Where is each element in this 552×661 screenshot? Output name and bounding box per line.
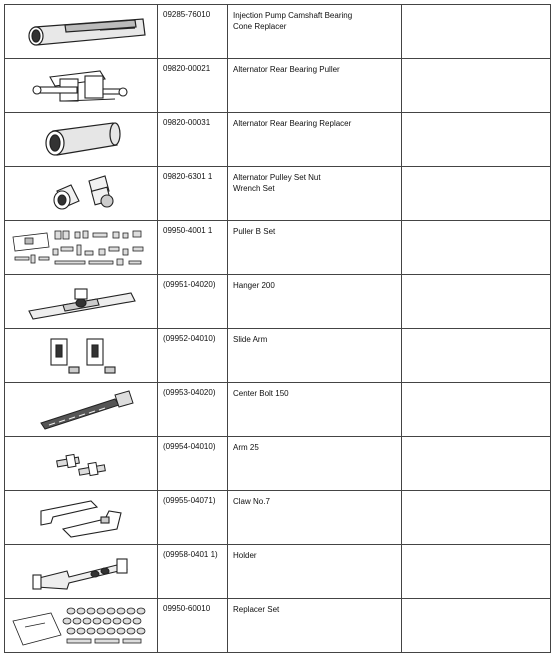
table-row <box>5 329 551 383</box>
tool-name <box>228 599 402 653</box>
part-number: 09950-4001 1 <box>158 221 228 275</box>
pulley-nut-wrench-set-icon <box>5 167 155 219</box>
tool-image-cell <box>5 275 158 329</box>
tool-name-line: Alternator Rear Bearing Replacer <box>233 119 352 128</box>
blank-cell <box>402 5 551 59</box>
blank-cell <box>402 113 551 167</box>
blank-cell <box>402 599 551 653</box>
tool-name-line: Holder <box>233 551 257 560</box>
tool-name <box>228 59 402 113</box>
holder-icon <box>5 545 155 597</box>
tool-image-cell <box>5 5 158 59</box>
tool-name-line: Replacer Set <box>233 605 280 614</box>
tool-name <box>228 275 402 329</box>
blank-cell <box>402 221 551 275</box>
tool-name <box>228 545 402 599</box>
tool-name <box>228 383 402 437</box>
tool-name <box>228 5 402 59</box>
table-row <box>5 599 551 653</box>
blank-cell <box>402 383 551 437</box>
tool-name-line: Puller B Set <box>233 227 276 236</box>
bearing-puller-icon <box>5 59 155 111</box>
tool-name <box>228 437 402 491</box>
blank-cell <box>402 437 551 491</box>
tool-image-cell <box>5 491 158 545</box>
tool-image-cell <box>5 383 158 437</box>
tool-image-cell <box>5 113 158 167</box>
tool-name <box>228 167 402 221</box>
blank-cell <box>402 491 551 545</box>
replacer-set-icon <box>5 599 155 651</box>
table-row <box>5 59 551 113</box>
tool-name-line: Slide Arm <box>233 335 268 344</box>
tool-name-line: Injection Pump Camshaft Bearing <box>233 11 353 20</box>
tool-image-cell <box>5 221 158 275</box>
tool-image-cell <box>5 59 158 113</box>
tool-name-line: Hanger 200 <box>233 281 275 290</box>
tool-name-line: Center Bolt 150 <box>233 389 289 398</box>
tool-image-cell <box>5 545 158 599</box>
part-number: (09954-04010) <box>158 437 228 491</box>
blank-cell <box>402 59 551 113</box>
tool-name-line: Arm 25 <box>233 443 259 452</box>
tool-name <box>228 113 402 167</box>
tool-image-cell <box>5 437 158 491</box>
bearing-replacer-icon <box>5 113 155 165</box>
tool-image-cell <box>5 167 158 221</box>
tool-name <box>228 329 402 383</box>
tool-name-line: Cone Replacer <box>233 22 287 31</box>
tool-name <box>228 221 402 275</box>
blank-cell <box>402 167 551 221</box>
claw-icon <box>5 491 155 543</box>
part-number: (09958-0401 1) <box>158 545 228 599</box>
table-row <box>5 437 551 491</box>
part-number: 09950-60010 <box>158 599 228 653</box>
hanger-icon <box>5 275 155 327</box>
tool-image-cell <box>5 329 158 383</box>
blank-cell <box>402 545 551 599</box>
blank-cell <box>402 329 551 383</box>
part-number: (09953-04020) <box>158 383 228 437</box>
table-row <box>5 545 551 599</box>
puller-b-set-icon <box>5 221 155 273</box>
tool-name-line: Claw No.7 <box>233 497 270 506</box>
table-row <box>5 113 551 167</box>
table-row <box>5 221 551 275</box>
camshaft-bearing-cone-replacer-icon <box>5 5 155 57</box>
center-bolt-icon <box>5 383 155 435</box>
slide-arm-icon <box>5 329 155 381</box>
arm-icon <box>5 437 155 489</box>
part-number: 09820-00021 <box>158 59 228 113</box>
table-row <box>5 167 551 221</box>
part-number: 09820-00031 <box>158 113 228 167</box>
table-row <box>5 275 551 329</box>
part-number: (09951-04020) <box>158 275 228 329</box>
special-tools-table <box>4 4 551 653</box>
tool-image-cell <box>5 599 158 653</box>
part-number: 09820-6301 1 <box>158 167 228 221</box>
part-number: 09285-76010 <box>158 5 228 59</box>
part-number: (09955-04071) <box>158 491 228 545</box>
tool-name <box>228 491 402 545</box>
tool-name-line: Alternator Rear Bearing Puller <box>233 65 340 74</box>
table-row <box>5 491 551 545</box>
tool-name-line: Wrench Set <box>233 184 275 193</box>
part-number: (09952-04010) <box>158 329 228 383</box>
table-row <box>5 5 551 59</box>
tool-name-line: Alternator Pulley Set Nut <box>233 173 321 182</box>
blank-cell <box>402 275 551 329</box>
table-row <box>5 383 551 437</box>
